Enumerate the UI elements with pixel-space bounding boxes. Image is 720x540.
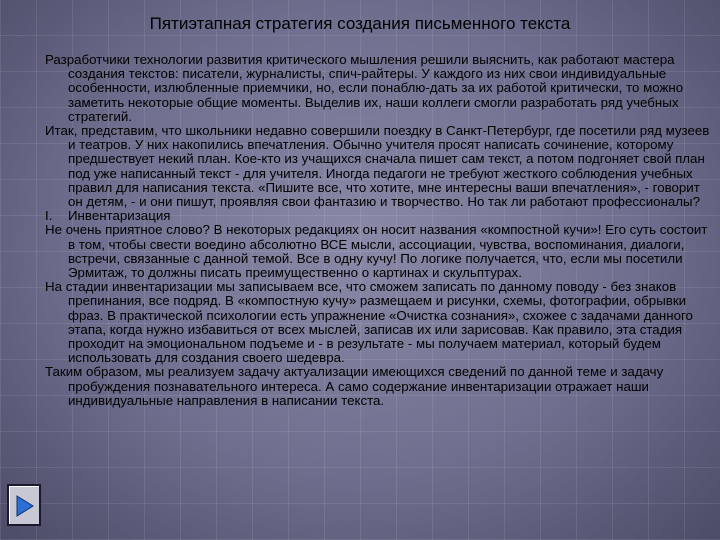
paragraph-example: Итак, представим, что школьники недавно совершили поездку в Санкт-Петербург, где посетили ряд музеев и театров. У них накопились впечатления. Обычно учителя просят написать сочинение, которому предшествует некий план. Кое-кто из учащихся сначала пишет сам текст, а потом подгоняет свой план под уже написанный текст - для учителя. Иногда педагоги не требуют жесткого соблюдения учебных правил для написания текста. «Пишите все, что хотите, мне интересны ваши впечатления», - говорит он детям, - и они пишут, проявляя свои фантазию и творчество. Но так ли работают профессионалы?	[45, 123, 710, 210]
next-slide-button[interactable]	[7, 484, 41, 526]
paragraph-compost: Не очень приятное слово? В некоторых редакциях он носит названия «компостной кучи»! Его суть состоит в том, чтобы свести воедино абсолютно ВСЕ мысли, ассоциации, чувства, воспоминания, диалоги, встречи, связанные с данной темой. Все в одну кучу! По логике получается, что, если мы посетили Эрмитаж, то должны писать преимущественно о картинах и скульптурах.	[45, 222, 708, 281]
stage-number: I.	[45, 208, 53, 224]
paragraph-inventory: На стадии инвентаризации мы записываем все, что сможем записать по данному поводу - без знаков препинания, все подряд. В «компостную кучу» размещаем и рисунки, схемы, фотографии, обрывки фраз. В практической психологии есть упражнение «Очистка сознания», схожее с задачами данного этапа, когда нужно избавиться от всех мыслей, записав их или зарисовав. Как правило, эта стадия проходит на эмоциональном подъеме и - в результате - мы получаем материал, который будем использовать для создания своего шедевра.	[45, 279, 693, 366]
stage-heading	[45, 209, 715, 223]
slide-body	[45, 53, 715, 408]
play-next-icon	[16, 495, 34, 517]
play-arrow-shape	[17, 496, 33, 516]
paragraph-intro: Разработчики технологии развития критического мышления решили выяснить, как работают мастера создания текстов: писатели, журналисты, спич-райтеры. У каждого из них свои индивидуальные особенности, излюбленные приемчики, но, если понаблю-дать за их работой критически, то можно заметить некоторые общие моменты. Выделив их, наши коллеги смогли разработать ряд учебных стратегий.	[45, 52, 684, 124]
slide-title: Пятиэтапная стратегия создания письменного текста	[149, 14, 571, 33]
paragraph-conclusion: Таким образом, мы реализуем задачу актуализации имеющихся сведений по данной теме и задачу пробуждения познавательного интереса. А само содержание инвентаризации отражает наши индивидуальные направления в написании текста.	[45, 364, 664, 408]
stage-title: Инвентаризация	[68, 208, 171, 224]
